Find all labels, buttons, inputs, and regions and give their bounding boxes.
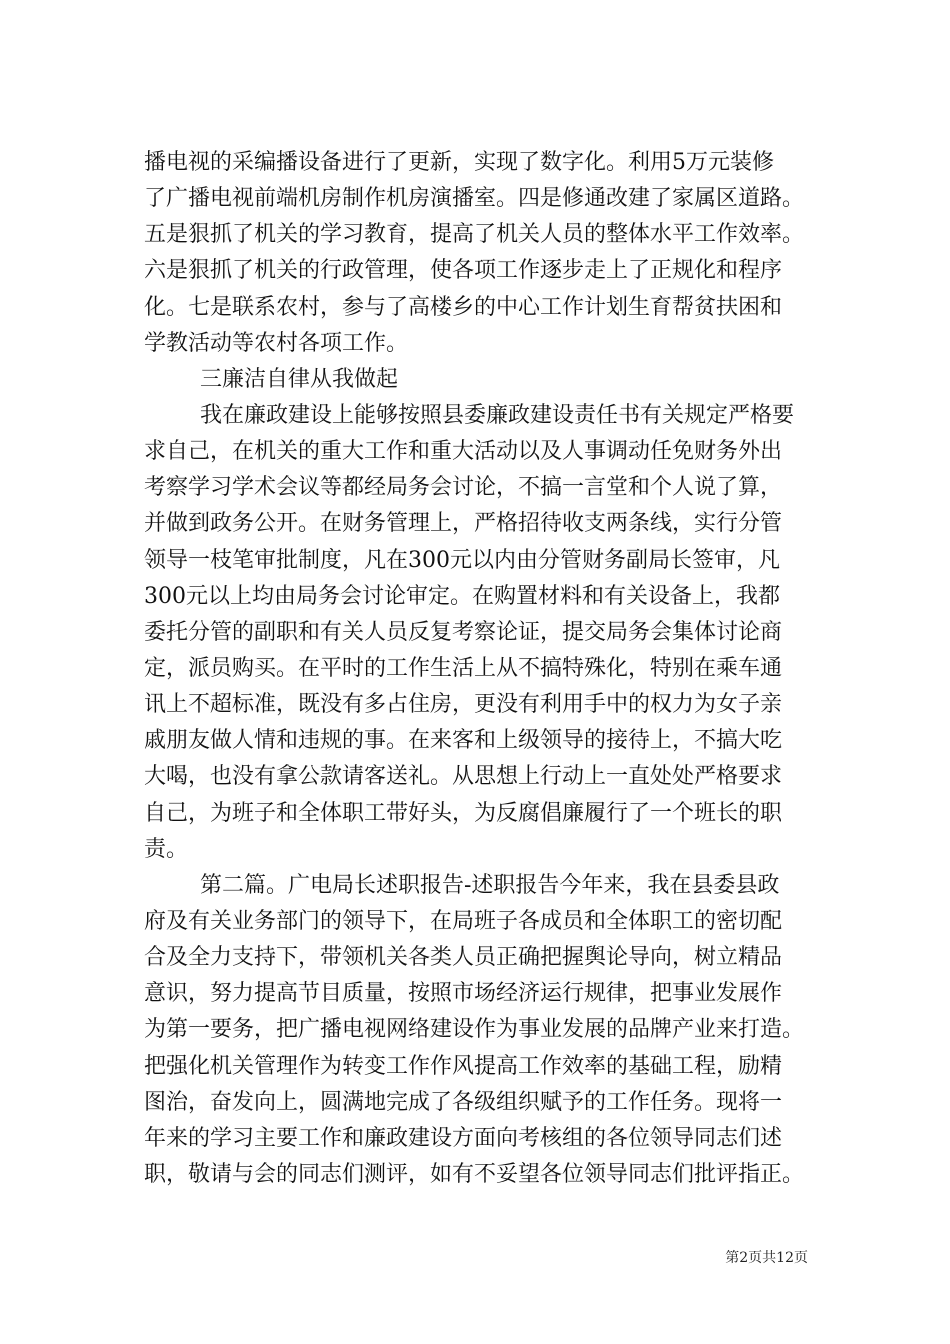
text-line: 意识，努力提高节目质量，按照市场经济运行规律，把事业发展作 [144, 981, 783, 1007]
text-line: 了广播电视前端机房制作机房演播室。四是修通改建了家属区道路。 [144, 186, 805, 212]
text-line: 学教活动等农村各项工作。 [144, 330, 409, 356]
text-line: 图治，奋发向上，圆满地完成了各级组织赋予的工作任务。现将一 [144, 1089, 783, 1115]
text-line: 合及全力支持下，带领机关各类人员正确把握舆论导向，树立精品 [144, 945, 783, 971]
text-line: 求自己，在机关的重大工作和重大活动以及人事调动任免财务外出 [144, 439, 783, 465]
text-line: 大喝，也没有拿公款请客送礼。从思想上行动上一直处处严格要求 [144, 764, 783, 790]
body-text [144, 145, 810, 1193]
text-line: 考察学习学术会议等都经局务会讨论，不搞一言堂和个人说了算， [144, 475, 783, 501]
text-line: 六是狠抓了机关的行政管理，使各项工作逐步走上了正规化和程序 [144, 258, 783, 284]
text-line: 五是狠抓了机关的学习教育，提高了机关人员的整体水平工作效率。 [144, 222, 805, 248]
text-line: 播电视的采编播设备进行了更新，实现了数字化。利用5万元装修 [144, 150, 774, 175]
text-line: 把强化机关管理作为转变工作作风提高工作效率的基础工程，励精 [144, 1053, 783, 1079]
text-line: 定，派员购买。在平时的工作生活上从不搞特殊化，特别在乘车通 [144, 655, 783, 681]
text-line: 府及有关业务部门的领导下，在局班子各成员和全体职工的密切配 [144, 908, 783, 934]
text-line: 我在廉政建设上能够按照县委廉政建设责任书有关规定严格要 [200, 402, 795, 428]
text-line: 戚朋友做人情和违规的事。在来客和上级领导的接待上，不搞大吃 [144, 728, 783, 754]
text-line: 为第一要务，把广播电视网络建设作为事业发展的品牌产业来打造。 [144, 1017, 805, 1043]
text-line: 领导一枝笔审批制度，凡在300元以内由分管财务副局长签审，凡 [144, 547, 780, 573]
text-line: 职，敬请与会的同志们测评，如有不妥望各位领导同志们批评指正。 [144, 1161, 805, 1187]
text-line: 讯上不超标准，既没有多占住房，更没有利用手中的权力为女子亲 [144, 692, 783, 718]
text-line: 年来的学习主要工作和廉政建设方面向考核组的各位领导同志们述 [144, 1125, 783, 1151]
section-heading: 第二篇。广电局长述职报告-述职报告今年来，我在县委县政 [200, 872, 780, 898]
section-heading: 三廉洁自律从我做起 [200, 366, 399, 392]
text-line: 300元以上均由局务会讨论审定。在购置材料和有关设备上，我都 [144, 583, 780, 609]
text-line: 责。 [144, 836, 189, 862]
text-line: 化。七是联系农村，参与了高楼乡的中心工作计划生育帮贫扶困和 [144, 294, 783, 320]
text-line: 委托分管的副职和有关人员反复考察论证，提交局务会集体讨论商 [144, 619, 783, 645]
text-line: 并做到政务公开。在财务管理上，严格招待收支两条线，实行分管 [144, 511, 783, 537]
text-line: 自己，为班子和全体职工带好头，为反腐倡廉履行了一个班长的职 [144, 800, 783, 826]
page-number-footer: 第2页共12页 [725, 1250, 808, 1266]
